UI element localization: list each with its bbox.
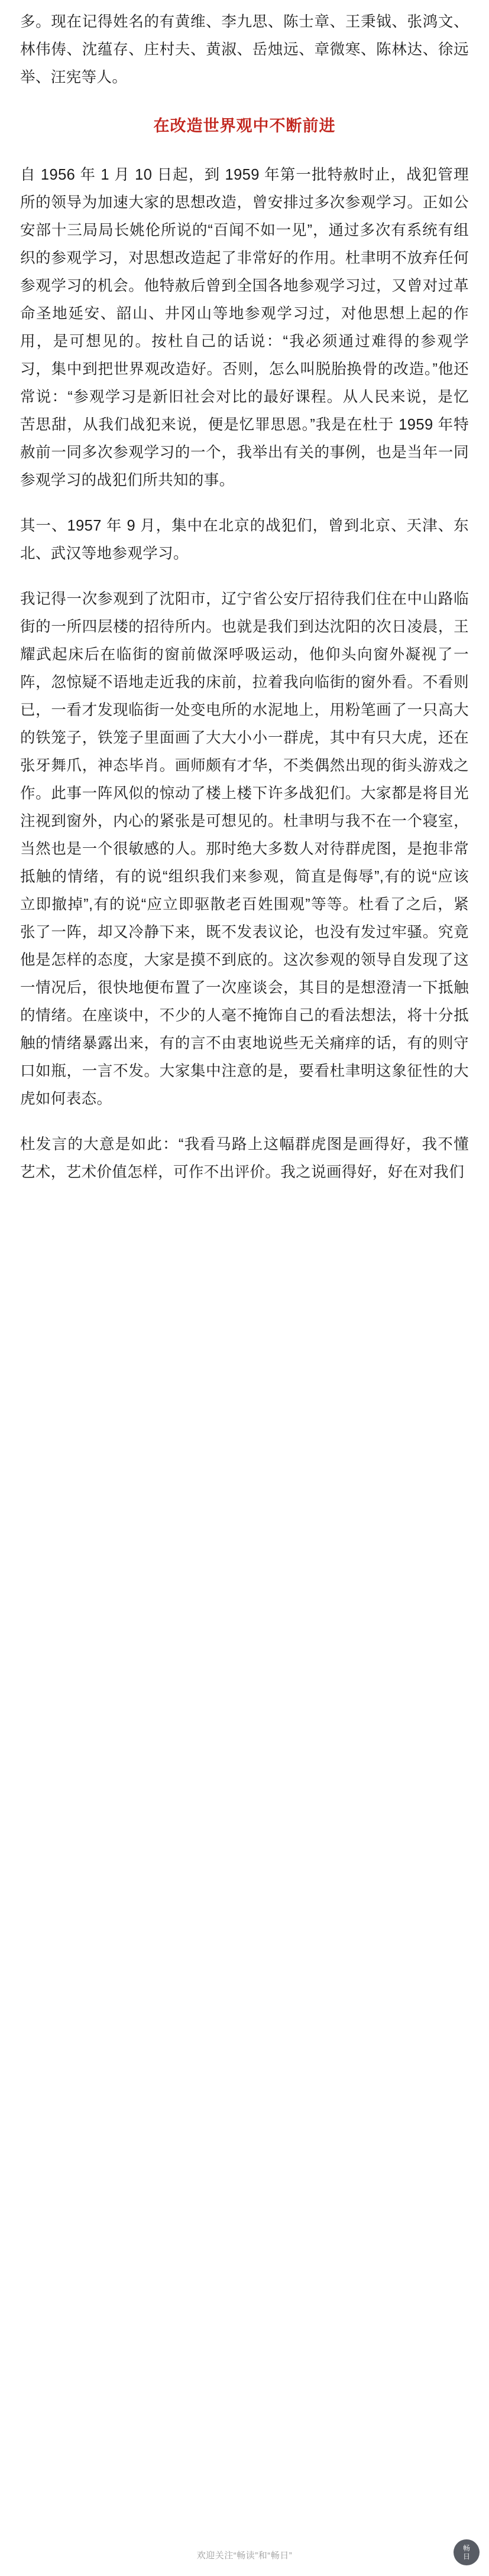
paragraph-body-1: 自 1956 年 1 月 10 日起，到 1959 年第一批特赦时止，战犯管理所的领导为加速大家的思想改造，曾安排过多次参观学习。正如公安部十三局局长姚伦所说的“百闻不如一见”，通过多次有系统有组织的参观学习，对思想改造起了非常好的作用。杜聿明不放弃任何参观学习的机会。他特赦后曾到全国各地参观学习过，又曾对过革命圣地延安、韶山、井冈山等地参观学习过，对他思想上起的作用，是可想见的。按杜自己的话说：“我必须通过难得的参观学习，集中到把世界观改造好。否则，怎么叫脱胎换骨的改造。”他还常说：“参观学习是新旧社会对比的最好课程。从人民来说，是忆苦思甜，从我们战犯来说，便是忆罪思恩。”我是在杜于 1959 年特赦前一同多次参观学习的一个，我举出有关的事例，也是当年一同参观学习的战犯们所共知的事。 <box>20 167 469 489</box>
paragraph-body-3: 我记得一次参观到了沈阳市，辽宁省公安厅招待我们住在中山路临街的一所四层楼的招待所内。也就是我们到达沈阳的次日凌晨，王耀武起床后在临街的窗前做深呼吸运动，他仰头向窗外凝视了一阵，忽惊疑不语地走近我的床前，拉着我向临街的窗外看。不看则已，一看才发现临街一处变电所的水泥地上，用粉笔画了一只高大的铁笼子，铁笼子里面画了大大小小一群虎，其中有只大虎，还在张牙舞爪，神态毕肖。画师颇有才华，不类偶然出现的街头游戏之作。此事一阵风似的惊动了楼上楼下许多战犯们。大家都是将目光注视到窗外，内心的紧张是可想见的。杜聿明与我不在一个寝室，当然也是一个很敏感的人。那时绝大多数人对待群虎图，是抱非常抵触的情绪，有的说“组织我们来参观，简直是侮辱”,有的说“应该立即撤掉”,有的说“应立即驱散老百姓围观”等等。杜看了之后，紧张了一阵，却又冷静下来，既不发表议论，也没有发过牢骚。究竟他是怎样的态度，大家是摸不到底的。这次参观的领导自发现了这一情况后，很快地便布置了一次座谈会，其目的是想澄清一下抵触的情绪。在座谈中，不少的人毫不掩饰自己的看法想法，将十分抵触的情绪暴露出来，有的言不由衷地说些无关痛痒的话，有的则守口如瓶，一言不发。大家集中注意的是，要看杜聿明这象征性的大虎如何表态。 <box>20 591 469 1107</box>
account-badge-icon[interactable] <box>454 2539 480 2565</box>
paragraph-body-4: 杜发言的大意是如此：“我看马路上这幅群虎图是画得好，我不懂艺术，艺术价值怎样，可作不出评价。我之说画得好，好在对我们 <box>20 1136 469 1180</box>
page-footer <box>0 2544 489 2568</box>
paragraph-intro: 多。现在记得姓名的有黄维、李九思、陈士章、王秉钺、张鸿文、林伟俦、沈蕴存、庄村夫、黄淑、岳烛远、章微寒、陈林达、徐远举、汪宪等人。 <box>20 14 469 86</box>
badge-line-2: 日 <box>462 2552 470 2561</box>
footer-promo-text: 欢迎关注“畅读”和“畅日” <box>196 2551 293 2561</box>
badge-line-1: 畅 <box>462 2544 470 2552</box>
section-heading: 在改造世界观中不断前进 <box>153 117 336 135</box>
paragraph-body-2: 其一、1957 年 9 月，集中在北京的战犯们，曾到北京、天津、东北、武汉等地参观学习。 <box>20 518 469 562</box>
